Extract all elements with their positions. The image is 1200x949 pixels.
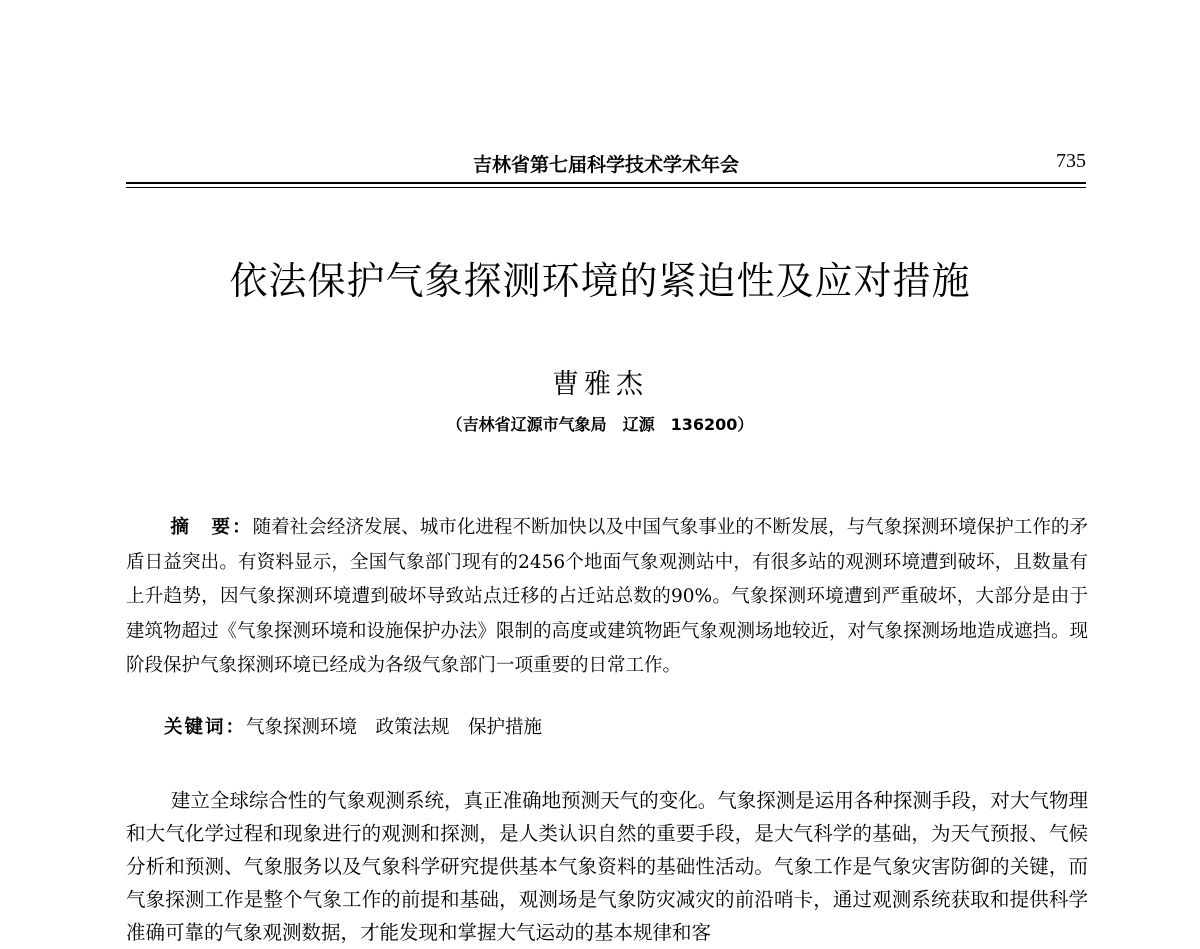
header-rule-thick (126, 182, 1086, 184)
keywords-text: 气象探测环境 政策法规 保护措施 (246, 717, 543, 738)
journal-name: 吉林省第七届科学技术学术年会 (472, 154, 739, 176)
running-header (126, 150, 1086, 180)
body-paragraph: 建立全球综合性的气象观测系统，真正准确地预测天气的变化。气象探测是运用各种探测手段，对大气物理和大气化学过程和现象进行的观测和探测，是人类认识自然的重要手段，是大气科学的基础，为天气预报、气候分析和预测、气象服务以及气象科学研究提供基本气象资料的基础性活动。气象工作是气象灾害防御的关键，而气象探测工作是整个气象工作的前提和基础，观测场是气象防灾减灾的前沿哨卡，通过观测系统获取和提供科学准确可靠的气象观测数据，才能发现和掌握大气运动的基本规律和客 (126, 789, 1088, 944)
keywords (164, 711, 1064, 745)
author-affiliation: （吉林省辽源市气象局 辽源 136200） (446, 415, 754, 434)
abstract-label: 摘 要： (170, 517, 253, 538)
abstract-text: 随着社会经济发展、城市化进程不断加快以及中国气象事业的不断发展，与气象探测环境保护工作的矛盾日益突出。有资料显示，全国气象部门现有的2456个地面气象观测站中，有很多站的观测环境遭到破坏，且数量有上升趋势，因气象探测环境遭到破坏导致站点迁移的占迁站总数的90%。气象探测环境遭到严重破坏，大部分是由于建筑物超过《气象探测环境和设施保护办法》限制的高度或建筑物距气象观测场地较近，对气象探测场地造成遮挡。现阶段保护气象探测环境已经成为各级气象部门一项重要的日常工作。 (126, 517, 1089, 676)
abstract-paragraph (126, 511, 1088, 684)
keywords-label: 关键词： (164, 717, 247, 738)
header-rule-thin (126, 187, 1086, 188)
author-name: 曹雅杰 (552, 369, 648, 400)
page-number: 735 (1056, 150, 1086, 172)
article-title: 依法保护气象探测环境的紧迫性及应对措施 (229, 259, 971, 303)
abstract (126, 511, 1088, 684)
